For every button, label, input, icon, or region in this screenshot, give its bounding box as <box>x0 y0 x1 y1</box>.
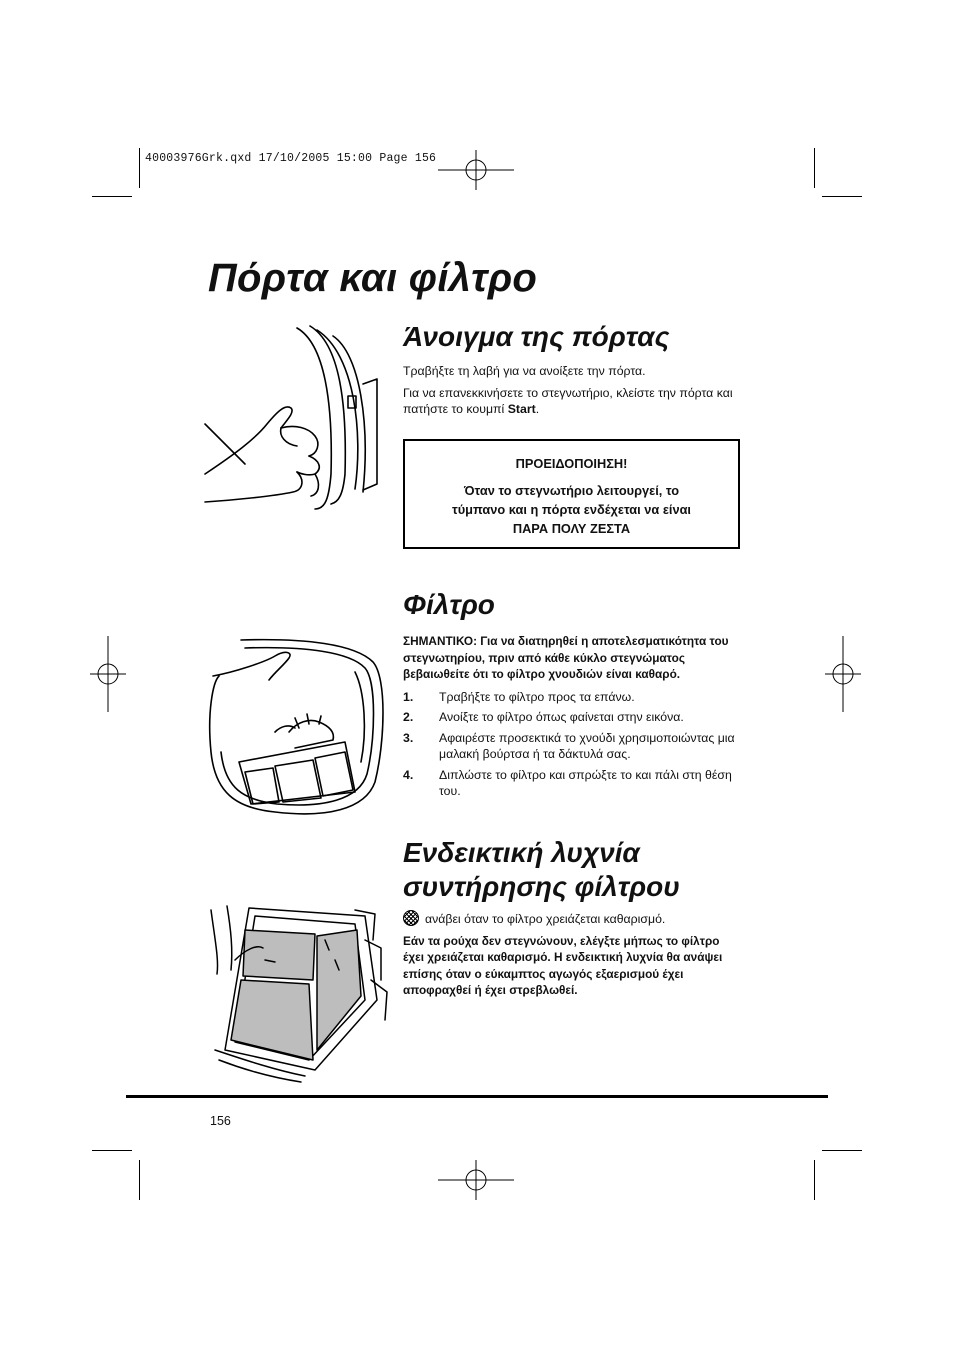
filter-lamp-heading <box>403 836 680 904</box>
warning-title: ΠΡΟΕΙΔΟΠΟΙΗΣΗ! <box>515 456 628 471</box>
step-text: Ανοίξτε το φίλτρο όπως φαίνεται στην εικόνα. <box>439 710 684 724</box>
step-number: 2. <box>403 710 414 724</box>
warning-line-2: τύμπανο και η πόρτα ενδέχεται να είναι <box>451 502 691 517</box>
warning-line-1: Όταν το στεγνωτήριο λειτουργεί, το <box>463 483 680 498</box>
filter-section-heading: Φίλτρο <box>403 589 495 620</box>
filter-steps-list <box>403 689 749 800</box>
step-text: Τραβήξτε το φίλτρο προς τα επάνω. <box>439 689 635 704</box>
list-item <box>403 730 749 763</box>
filter-lamp-description-text: ανάβει όταν το φίλτρο χρειάζεται καθαρισμό. <box>425 912 666 926</box>
door-instruction-2-text: Για να επανεκκινήσετε το στεγνωτήριο, κλείστε την πόρτα και πατήστε το κουμπί <box>403 385 733 416</box>
filter-lamp-icon <box>403 910 419 926</box>
step-number: 3. <box>403 730 414 745</box>
file-slug-line: 40003976Grk.qxd 17/10/2005 15:00 Page 156 <box>145 152 437 165</box>
door-section-text <box>403 363 743 423</box>
page-title: Πόρτα και φίλτρο <box>208 256 538 300</box>
list-item <box>403 709 749 726</box>
door-section-heading: Άνοιγμα της πόρτας <box>403 321 670 352</box>
door-instruction-2-end: . <box>535 402 540 416</box>
step-number: 1. <box>403 689 414 704</box>
filter-cleaning-illustration <box>205 900 395 1080</box>
filter-lamp-description <box>403 910 743 928</box>
list-item <box>403 689 749 706</box>
filter-lamp-warning: Εάν τα ρούχα δεν στεγνώνουν, ελέγξτε μήπως το φίλτρο έχει χρειάζεται καθαρισμό. Η ενδεικτική λυχνία θα ανάψει επίσης όταν ο εύκαμπτος αγωγός εξαερισμού έχει αποφραχθεί ή έχει στρεβλωθεί. <box>403 933 723 997</box>
list-item <box>403 767 749 800</box>
door-opening-illustration <box>205 324 395 524</box>
door-instruction-1: Τραβήξτε τη λαβή για να ανοίξετε την πόρτα. <box>403 364 646 378</box>
footer-rule <box>126 1095 828 1098</box>
filter-lamp-text <box>403 910 743 1004</box>
step-number: 4. <box>403 767 414 782</box>
start-button-label: Start <box>507 402 536 416</box>
filter-important-note: ΣΗΜΑΝΤΙΚΟ: Για να διατηρηθεί η αποτελεσματικότητα του στεγνωτηρίου, πριν από κάθε κύκλο στεγνώματος βεβαιωθείτε ότι το φίλτρο χνουδιών είναι καθαρό. <box>403 634 729 681</box>
step-text: Αφαιρέστε προσεκτικά το χνούδι χρησιμοποιώντας μια μαλακή βούρτσα ή τα δάκτυλά σας. <box>439 730 735 761</box>
filter-lamp-heading-line-2: συντήρησης φίλτρου <box>403 871 680 902</box>
warning-line-3: ΠΑΡΑ ΠΟΛΥ ΖΕΣΤΑ <box>512 521 631 536</box>
step-text: Διπλώστε το φίλτρο και σπρώξτε το και πάλι στη θέση του. <box>439 767 732 798</box>
page-number: 156 <box>210 1114 231 1128</box>
filter-removal-illustration <box>205 632 395 822</box>
filter-lamp-heading-line-1: Ενδεικτική λυχνία <box>403 837 640 868</box>
filter-section-text <box>403 633 749 804</box>
door-instruction-2 <box>403 385 743 418</box>
warning-box <box>403 439 740 549</box>
